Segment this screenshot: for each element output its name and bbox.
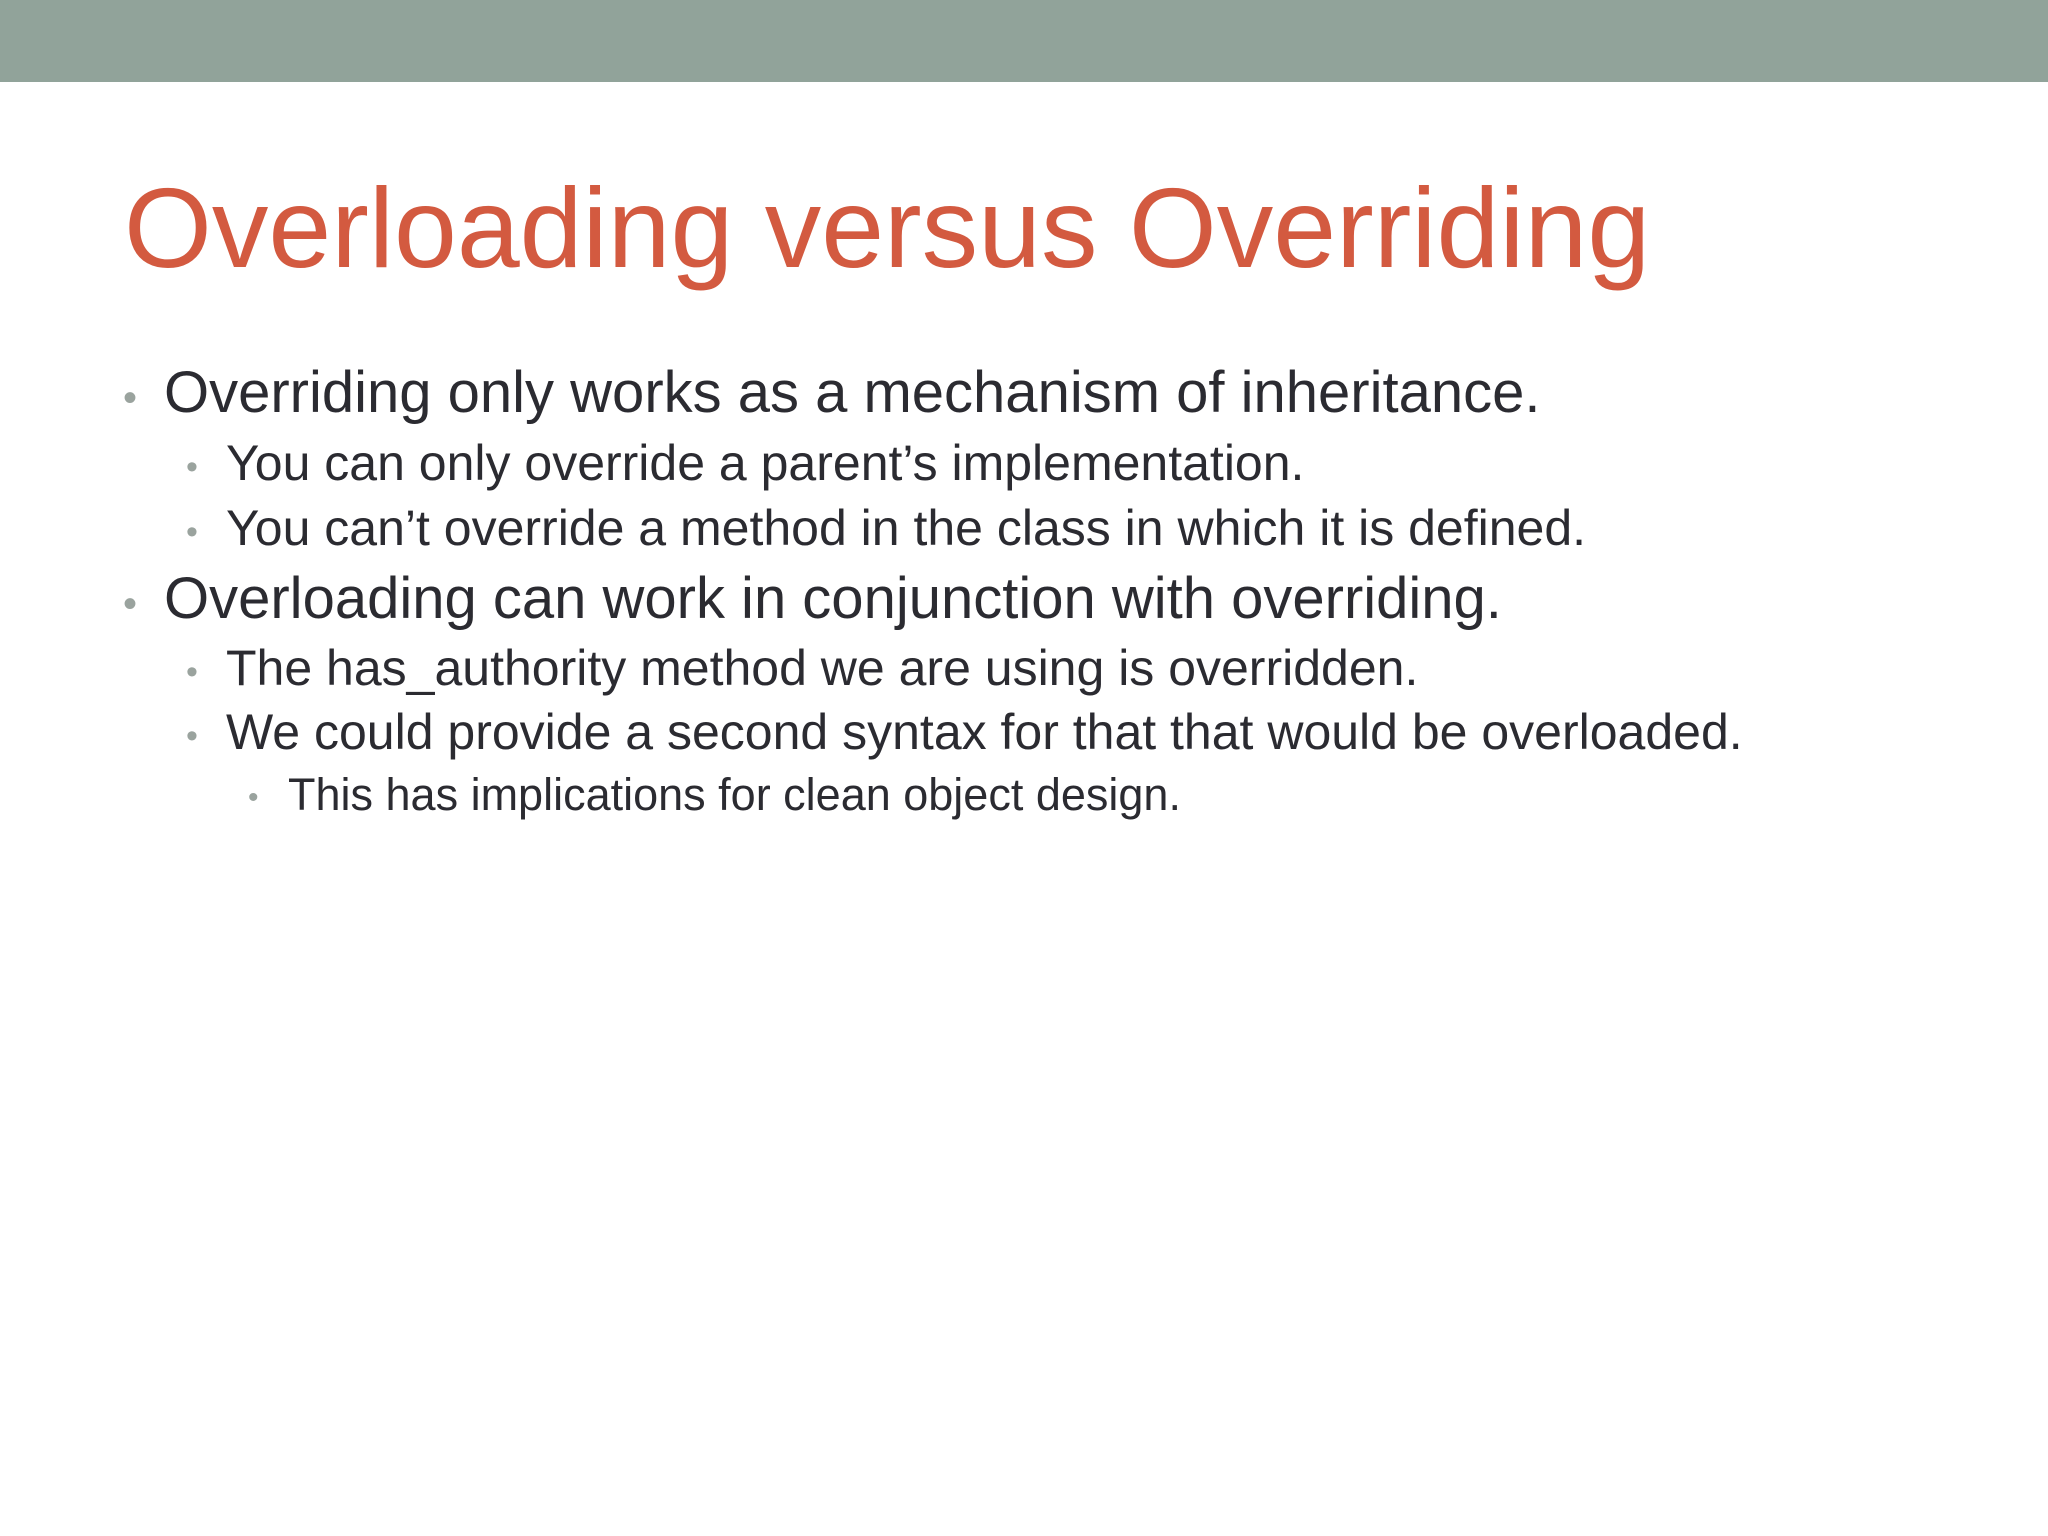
bullet-dot-icon: • (123, 582, 138, 626)
bullet-item-level-2 (186, 500, 1587, 556)
bullet-text: Overloading can work in conjunction with overriding. (164, 566, 1502, 631)
bullet-item-level-2 (186, 640, 1419, 696)
bullet-dot-icon: • (186, 513, 198, 551)
bullet-text: You can only override a parent’s implementation. (226, 435, 1305, 491)
bullet-text: This has implications for clean object design. (288, 769, 1181, 820)
bullet-item-level-2 (186, 435, 1305, 491)
bullet-dot-icon: • (186, 717, 198, 755)
bullet-text: The has_authority method we are using is overridden. (226, 640, 1419, 696)
slide-title: Overloading versus Overriding (124, 165, 1651, 291)
bullet-dot-icon: • (123, 376, 138, 420)
bullet-dot-icon: • (248, 781, 259, 814)
bullet-item-level-3 (248, 769, 1181, 820)
bullet-item-level-1 (123, 360, 1541, 425)
bullet-text: Overriding only works as a mechanism of inheritance. (164, 360, 1541, 425)
bullet-dot-icon: • (186, 653, 198, 691)
bullet-text: We could provide a second syntax for that that would be overloaded. (226, 704, 1743, 760)
bullet-text: You can’t override a method in the class in which it is defined. (226, 500, 1587, 556)
bullet-dot-icon: • (186, 448, 198, 486)
bullet-item-level-1 (123, 566, 1502, 631)
bullet-item-level-2 (186, 704, 1743, 760)
